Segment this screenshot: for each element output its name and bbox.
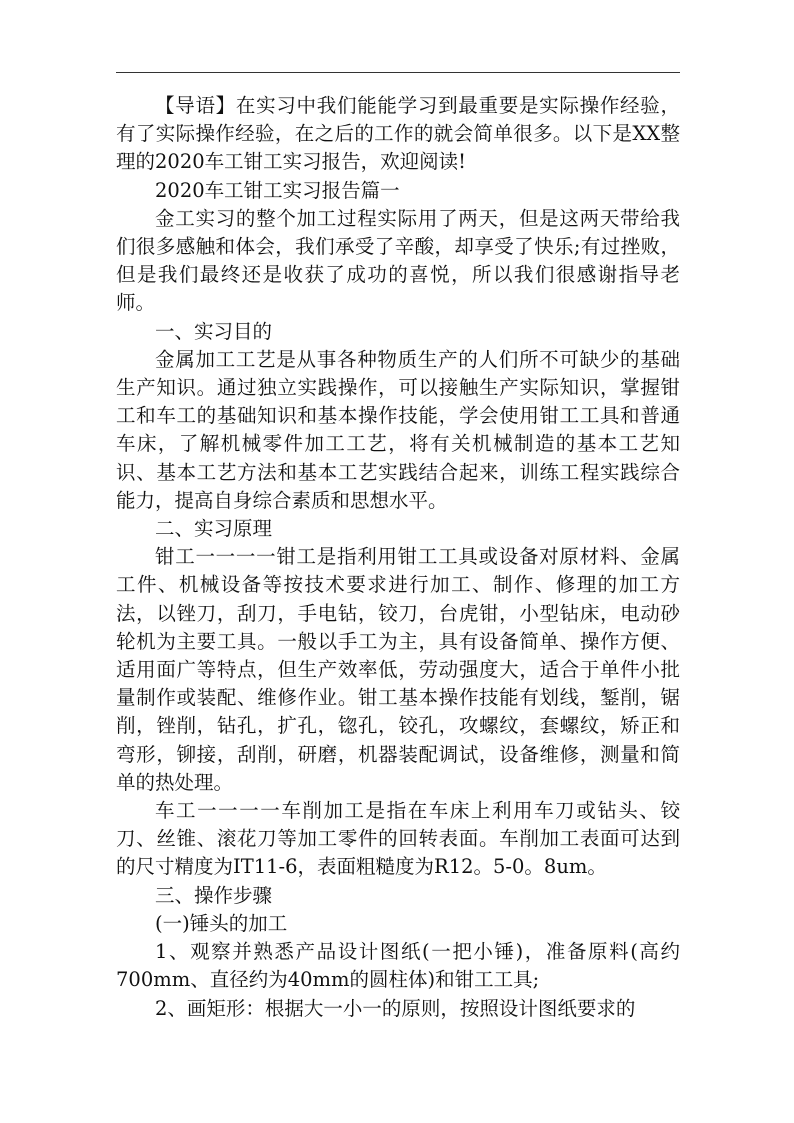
step-item: 1、观察并熟悉产品设计图纸(一把小锤)，准备原料(高约700mm、直径约为40mm的圆柱体)和钳工工具; — [116, 940, 680, 992]
paragraph: 钳工一一一一钳工是指利用钳工工具或设备对原材料、金属工件、机械设备等按技术要求进行加工、制作、修理的加工方法，以锉刀，刮刀，手电钻，铰刀，台虎钳，小型钻床，电动砂轮机为主要工具。一般以手工为主，具有设备简单、操作方便、适用面广等特点，但生产效率低，劳动强度大，适合于单件小批量制作或装配、维修作业。钳工基本操作技能有划线，錾削，锯削，锉削，钻孔，扩孔，锪孔，铰孔，攻螺纹，套螺纹，矫正和弯形，铆接，刮削，研磨，机器装配调试，设备维修，测量和简单的热处理。 — [116, 545, 680, 794]
section-heading: 二、实习原理 — [155, 517, 273, 541]
section-heading: 三、操作步骤 — [155, 883, 273, 907]
paragraph: 车工一一一一车削加工是指在车床上利用车刀或钻头、铰刀、丝锥、滚花刀等加工零件的回转表面。车削加工表面可达到的尺寸精度为IT11-6，表面粗糙度为R12。5-0。8um。 — [116, 799, 680, 879]
paragraph: 金属加工工艺是从事各种物质生产的人们所不可缺少的基础生产知识。通过独立实践操作，可以接触生产实际知识，掌握钳工和车工的基础知识和基本操作技能，学会使用钳工工具和普通车床，了解机械零件加工工艺，将有关机械制造的基本工艺知识、基本工艺方法和基本工艺实践结合起来，训练工程实践综合能力，提高自身综合素质和思想水平。 — [116, 347, 680, 512]
subsection-heading: (一)锤头的加工 — [155, 911, 288, 935]
report-title: 2020车工钳工实习报告篇一 — [155, 178, 400, 202]
document-body — [116, 92, 680, 1023]
step-item: 2、画矩形：根据大一小一的原则，按照设计图纸要求的 — [155, 996, 636, 1020]
section-heading: 一、实习目的 — [155, 319, 273, 343]
header-rule — [116, 72, 680, 73]
paragraph: 金工实习的整个加工过程实际用了两天，但是这两天带给我们很多感触和体会，我们承受了辛酸，却享受了快乐;有过挫败，但是我们最终还是收获了成功的喜悦，所以我们很感谢指导老师。 — [116, 206, 680, 315]
intro-paragraph: 【导语】在实习中我们能能学习到最重要是实际操作经验，有了实际操作经验，在之后的工作的就会简单很多。以下是XX整理的2020车工钳工实习报告，欢迎阅读! — [116, 94, 680, 174]
